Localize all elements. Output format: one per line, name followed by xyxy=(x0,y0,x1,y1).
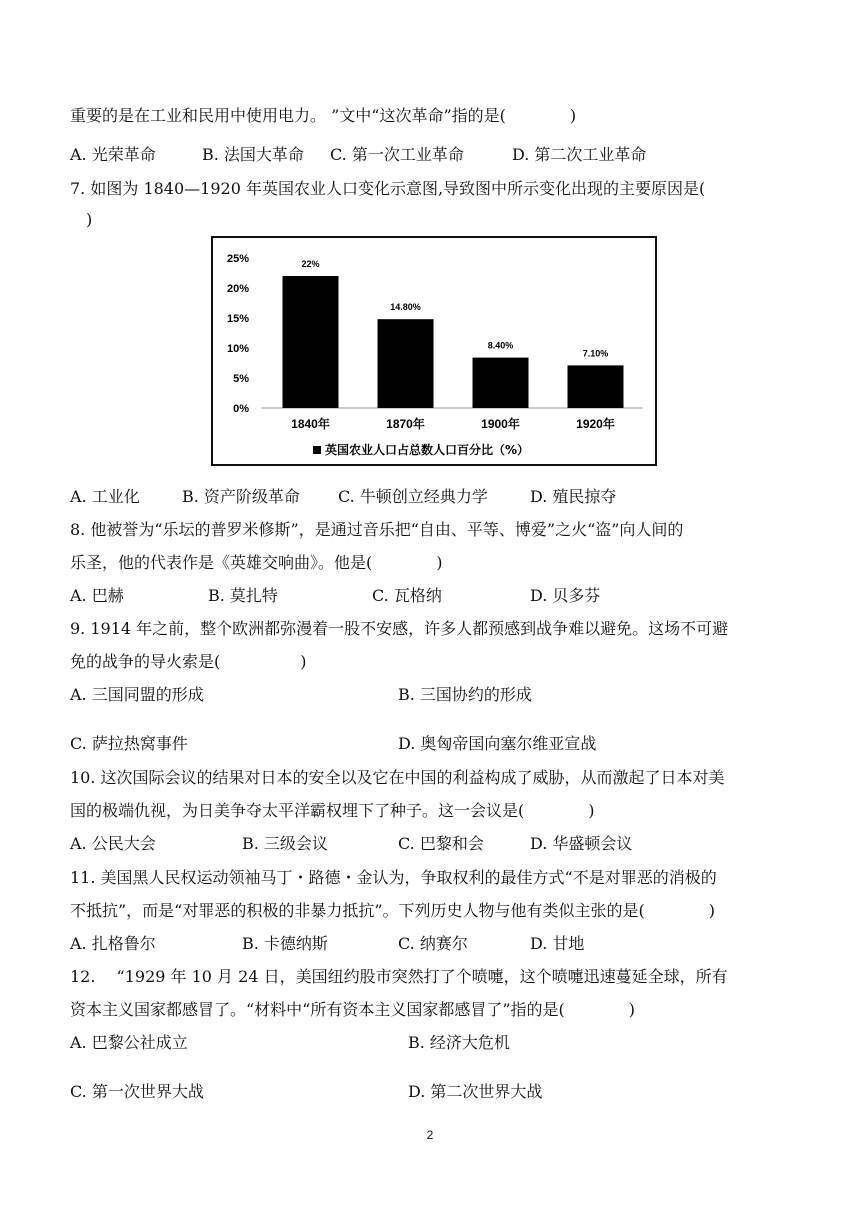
q7-option-d: D. 殖民掠夺 xyxy=(530,487,617,506)
q8-option-c: C. 瓦格纳 xyxy=(372,586,442,605)
agri-population-chart xyxy=(211,236,657,466)
q6-option-b: B. 法国大革命 xyxy=(202,145,304,164)
q8-stem-line1: 8. 他被誉为“乐坛的普罗米修斯”，是通过音乐把“自由、平等、博爱”之火“盗”向人间的 xyxy=(70,520,684,539)
q9-option-a: A. 三国同盟的形成 xyxy=(70,685,204,704)
bar-chart-svg xyxy=(213,238,655,464)
q11-option-c: C. 纳赛尔 xyxy=(398,934,468,953)
q10-option-a: A. 公民大会 xyxy=(70,834,156,853)
q11-option-a: A. 扎格鲁尔 xyxy=(70,934,156,953)
q12-option-b: B. 经济大危机 xyxy=(408,1033,510,1052)
y-tick-label: 25% xyxy=(226,253,249,265)
data-label: 7.10% xyxy=(582,348,609,359)
q9-stem-line2: 免的战争的导火索是( ) xyxy=(70,652,307,671)
x-tick-label: 1840年 xyxy=(291,417,330,431)
q9-option-d: D. 奥匈帝国向塞尔维亚宣战 xyxy=(398,734,597,753)
q8-stem-line2: 乐圣，他的代表作是《英雄交响曲》。他是( ) xyxy=(70,553,443,572)
q10-option-c: C. 巴黎和会 xyxy=(398,834,484,853)
q8-option-d: D. 贝多芬 xyxy=(530,586,601,605)
q6-option-a: A. 光荣革命 xyxy=(70,145,156,164)
legend-label: 英国农业人口占总数人口百分比（%） xyxy=(325,443,530,457)
q12-option-c: C. 第一次世界大战 xyxy=(70,1082,204,1101)
data-label: 22% xyxy=(301,259,320,269)
data-label: 14.80% xyxy=(390,302,421,313)
y-tick-label: 10% xyxy=(226,343,249,355)
q10-option-d: D. 华盛顿会议 xyxy=(530,834,633,853)
bar xyxy=(378,319,434,408)
q10-stem-line1: 10. 这次国际会议的结果对日本的安全以及它在中国的利益构成了威胁，从而激起了日本对美 xyxy=(70,768,725,787)
y-tick-label: 20% xyxy=(226,283,249,295)
bar xyxy=(473,358,529,408)
x-tick-label: 1900年 xyxy=(481,417,520,431)
y-tick-label: 15% xyxy=(226,313,249,325)
q6-option-c: C. 第一次工业革命 xyxy=(330,145,464,164)
q11-option-d: D. 甘地 xyxy=(530,934,585,953)
q7-stem-line1: 7. 如图为 1840—1920 年英国农业人口变化示意图,导致图中所示变化出现的主要原因是( xyxy=(70,179,706,198)
q7-option-c: C. 牛顿创立经典力学 xyxy=(338,487,488,506)
q11-stem-line2: 不抵抗”，而是“对罪恶的积极的非暴力抵抗”。下列历史人物与他有类似主张的是( ) xyxy=(70,901,716,920)
q10-stem-line2: 国的极端仇视，为日美争夺太平洋霸权埋下了种子。这一会议是( ) xyxy=(70,801,595,820)
q9-option-b: B. 三国协约的形成 xyxy=(398,685,532,704)
page-number: 2 xyxy=(426,1128,434,1142)
q7-option-a: A. 工业化 xyxy=(70,487,140,506)
y-tick-label: 0% xyxy=(233,403,249,415)
q9-option-c: C. 萨拉热窝事件 xyxy=(70,734,188,753)
x-tick-label: 1920年 xyxy=(576,417,615,431)
q7-option-b: B. 资产阶级革命 xyxy=(182,487,300,506)
q11-stem-line1: 11. 美国黑人民权运动领袖马丁・路德・金认为，争取权利的最佳方式“不是对罪恶的消极的 xyxy=(70,868,717,887)
q12-stem-line1: 12. “1929 年 10 月 24 日，美国纽约股市突然打了个喷嚏，这个喷嚏迅速蔓延全球，所有 xyxy=(70,967,728,986)
q12-option-a: A. 巴黎公社成立 xyxy=(70,1033,188,1052)
q12-stem-line2: 资本主义国家都感冒了。“材料中“所有资本主义国家都感冒了”指的是( ) xyxy=(70,1000,636,1019)
bar xyxy=(283,276,339,408)
q6-option-d: D. 第二次工业革命 xyxy=(512,145,647,164)
x-tick-label: 1870年 xyxy=(386,417,425,431)
q6-stem: 重要的是在工业和民用中使用电力。 ”文中“这次革命”指的是( ) xyxy=(70,106,577,125)
q11-option-b: B. 卡德纳斯 xyxy=(242,934,328,953)
q9-stem-line1: 9. 1914 年之前，整个欧洲都弥漫着一股不安感，许多人都预感到战争难以避免。这场不可避 xyxy=(70,619,729,638)
q10-option-b: B. 三级会议 xyxy=(242,834,328,853)
y-tick-label: 5% xyxy=(233,373,249,385)
q7-stem-line2: ) xyxy=(86,210,93,229)
q12-option-d: D. 第二次世界大战 xyxy=(408,1082,543,1101)
q8-option-b: B. 莫扎特 xyxy=(208,586,278,605)
bar xyxy=(568,365,624,408)
data-label: 8.40% xyxy=(487,340,514,351)
q8-option-a: A. 巴赫 xyxy=(70,586,124,605)
legend-swatch xyxy=(313,446,321,454)
